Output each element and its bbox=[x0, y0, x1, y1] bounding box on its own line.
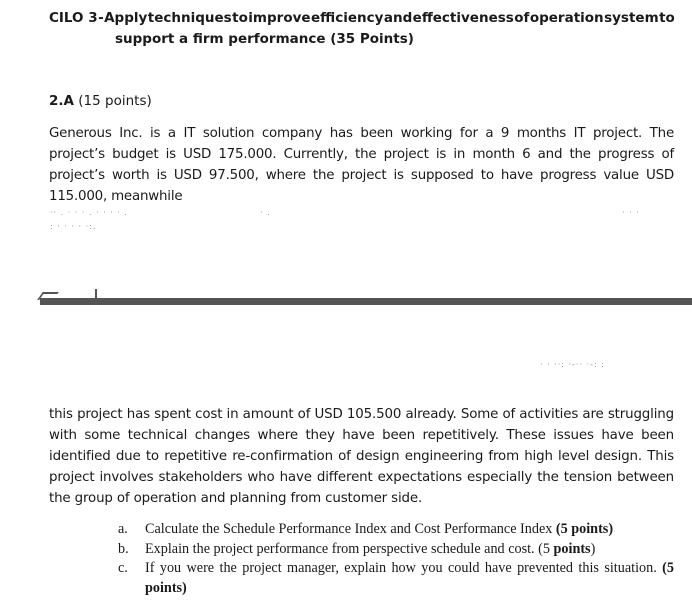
heading-word: effectiveness bbox=[412, 10, 514, 26]
scan-artifact: · · · bbox=[622, 208, 640, 217]
case-paragraph-1: Generous Inc. is a IT solution company has been working for a 9 months IT project. The project’s budget is USD 175.000. Currently, the project is in month 6 and the progress of project’s worth is USD 97.500, where the project is supposed to have progress value USD 115.000, meanwhile bbox=[49, 126, 674, 204]
cilo-heading-line-2: support a firm performance (35 Points) bbox=[115, 31, 414, 47]
question-letter: c. bbox=[118, 560, 128, 576]
question-tail: ) bbox=[590, 540, 596, 557]
heading-word: operation bbox=[529, 10, 604, 26]
question-body: Calculate the Schedule Performance Index and Cost Performance Index bbox=[145, 521, 556, 537]
page-break-divider bbox=[40, 298, 692, 305]
heading-word: improve bbox=[248, 10, 311, 26]
case-paragraph-2: this project has spent cost in amount of USD 105.500 already. Some of activities are struggling with some technical changes where they have been repetitively. These issues have been identified due to repetitive re-confirmation of design engineering from high level design. This project involves stakeholders who have different expectations especially the tension between the group of operation and planning from customer side. bbox=[49, 407, 674, 506]
heading-word: efficiency bbox=[310, 10, 384, 26]
question-points: (5 points) bbox=[145, 560, 674, 596]
cilo-label: CILO 3 bbox=[49, 10, 98, 26]
heading-word: Apply bbox=[104, 10, 148, 26]
question-letter: a. bbox=[118, 521, 128, 537]
heading-word: to bbox=[232, 10, 248, 26]
heading-word: techniques bbox=[147, 10, 232, 26]
heading-word: and bbox=[383, 10, 413, 26]
heading-word: to bbox=[659, 10, 675, 26]
question-item bbox=[118, 520, 674, 540]
question-points: points bbox=[553, 540, 591, 557]
section-heading bbox=[49, 92, 152, 110]
question-text bbox=[145, 520, 674, 540]
scan-artifact: ·· . · · · . · · · · . bbox=[50, 208, 128, 217]
question-item bbox=[118, 559, 674, 598]
heading-word: of bbox=[514, 10, 530, 26]
question-text bbox=[145, 559, 674, 598]
heading-word: system bbox=[604, 10, 659, 26]
question-text bbox=[145, 540, 674, 560]
question-list bbox=[118, 520, 674, 598]
cilo-heading bbox=[49, 8, 675, 50]
cilo-heading-line-1 bbox=[49, 8, 675, 29]
section-points: (15 points) bbox=[78, 93, 152, 109]
scan-artifact: : · · · · ·:. bbox=[50, 222, 97, 231]
cilo-dash: - bbox=[98, 10, 104, 26]
scan-artifact: · · ··: ·-·· ·-: : bbox=[540, 360, 605, 369]
section-label: 2.A bbox=[49, 93, 74, 109]
question-body: If you were the project manager, explain how you could have prevented this situation. bbox=[145, 560, 663, 576]
question-letter: b. bbox=[118, 540, 129, 557]
question-points: (5 points) bbox=[555, 521, 614, 537]
scan-artifact: · . bbox=[260, 208, 271, 217]
question-item bbox=[118, 540, 674, 560]
question-body: Explain the project performance from perspective schedule and cost. (5 bbox=[145, 540, 554, 557]
